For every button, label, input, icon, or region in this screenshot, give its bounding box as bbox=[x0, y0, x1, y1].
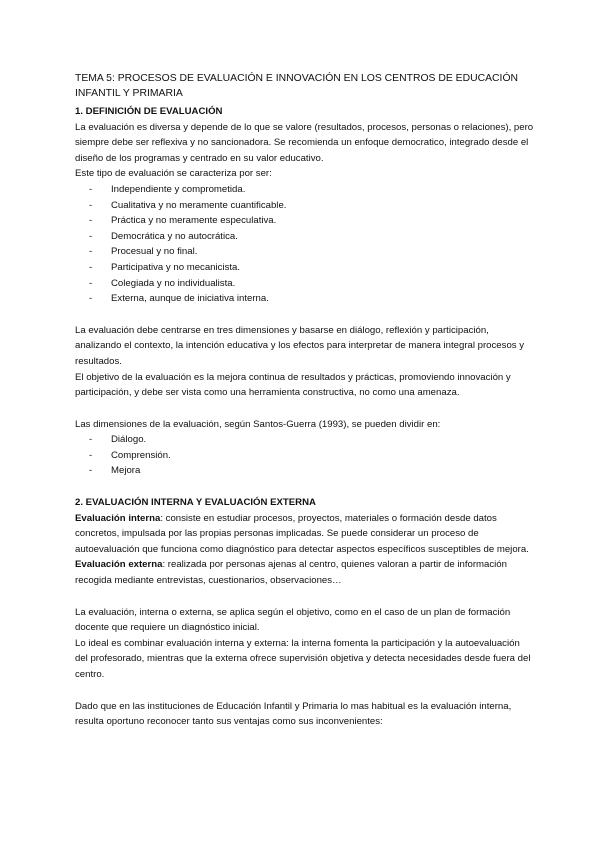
closing-paragraph: Dado que en las instituciones de Educación Infantil y Primaria lo mas habitual es la evaluación interna, resulta oportuno reconocer tanto sus ventajas como sus inconvenientes: bbox=[75, 700, 512, 728]
dimensions-list bbox=[75, 432, 535, 479]
bullet-dash: - bbox=[89, 293, 93, 305]
list-item bbox=[75, 198, 535, 214]
bullet-dash: - bbox=[89, 434, 93, 446]
list-item-text: Externa, aunque de iniciativa interna. bbox=[111, 293, 269, 305]
bullet-dash: - bbox=[89, 261, 93, 273]
combination-paragraph: Lo ideal es combinar evaluación interna y externa: la interna fomenta la participación y la autoevaluación del profesorado, mientras que la externa ofrece supervisión objetiva y detecta necesidades desde fuera del centro. bbox=[75, 637, 531, 680]
bullet-dash: - bbox=[89, 277, 93, 289]
objective-paragraph: El objetivo de la evaluación es la mejora continua de resultados y prácticas, promoviendo innovación y participación, y debe ser vista como una herramienta constructiva, no como una amenaza. bbox=[75, 371, 511, 399]
dimensions-paragraph: La evaluación debe centrarse en tres dimensiones y basarse en diálogo, reflexión y participación, analizando el contexto, la intención educativa y los efectos para interpretar de manera integral procesos y resultados. bbox=[75, 324, 525, 367]
application-paragraph: La evaluación, interna o externa, se aplica según el objetivo, como en el caso de un plan de formación docente que requiere un diagnóstico inicial. bbox=[75, 606, 511, 634]
list-item-text: Independiente y comprometida. bbox=[111, 183, 246, 195]
section-1-heading: 1. DEFINICIÓN DE EVALUACIÓN bbox=[75, 106, 223, 117]
external-evaluation-paragraph bbox=[75, 557, 535, 588]
bullet-dash: - bbox=[89, 199, 93, 211]
list-item bbox=[75, 276, 535, 292]
bullet-dash: - bbox=[89, 183, 93, 195]
bullet-dash: - bbox=[89, 246, 93, 258]
list-item-text: Comprensión. bbox=[111, 449, 171, 461]
list-item-text: Diálogo. bbox=[111, 434, 147, 446]
list-item bbox=[75, 260, 535, 276]
traits-list bbox=[75, 182, 535, 307]
dimensions-list-intro: Las dimensiones de la evaluación, según Santos-Guerra (1993), se pueden dividir en: bbox=[75, 418, 441, 430]
external-evaluation-label: Evaluación externa bbox=[75, 559, 163, 571]
document-content bbox=[75, 71, 535, 730]
list-item-text: Cualitativa y no meramente cuantificable. bbox=[111, 199, 287, 211]
external-evaluation-text: : realizada por personas ajenas al centro, quienes valoran a partir de información recogida mediante entrevistas, cuestionarios, observaciones… bbox=[75, 559, 507, 587]
list-item bbox=[75, 448, 535, 464]
list-item bbox=[75, 432, 535, 448]
list-item-text: Democrática y no autocrática. bbox=[111, 230, 238, 242]
list-item bbox=[75, 213, 535, 229]
list-item bbox=[75, 182, 535, 198]
traits-list-intro: Este tipo de evaluación se caracteriza por ser: bbox=[75, 168, 272, 180]
list-item-text: Procesual y no final. bbox=[111, 246, 198, 258]
paragraph-gap bbox=[75, 683, 535, 699]
list-item-text: Mejora bbox=[111, 465, 141, 477]
section-2-heading: 2. EVALUACIÓN INTERNA Y EVALUACIÓN EXTERNA bbox=[75, 497, 316, 509]
list-item bbox=[75, 244, 535, 260]
list-item-text: Colegiada y no individualista. bbox=[111, 277, 236, 289]
internal-evaluation-label: Evaluación interna bbox=[75, 512, 161, 524]
paragraph-gap bbox=[75, 589, 535, 605]
paragraph-gap bbox=[75, 479, 535, 495]
bullet-dash: - bbox=[89, 215, 93, 227]
bullet-dash: - bbox=[89, 449, 93, 461]
list-item bbox=[75, 229, 535, 245]
internal-evaluation-text: : consiste en estudiar procesos, proyectos, materiales o formación desde datos concretos, impulsada por las propias personas implicadas. Se puede considerar un proceso de autoevaluación que funciona como diagnóstico para detectar aspectos específicos susceptibles de mejora. bbox=[75, 512, 529, 555]
list-item-text: Participativa y no mecanicista. bbox=[111, 261, 241, 273]
bullet-dash: - bbox=[89, 230, 93, 242]
list-item bbox=[75, 291, 535, 307]
bullet-dash: - bbox=[89, 465, 93, 477]
internal-evaluation-paragraph bbox=[75, 511, 535, 558]
list-item-text: Práctica y no meramente especulativa. bbox=[111, 215, 277, 227]
document-title: TEMA 5: PROCESOS DE EVALUACIÓN E INNOVACIÓN EN LOS CENTROS DE EDUCACIÓN INFANTIL Y PRIMARIA bbox=[75, 73, 519, 99]
list-item bbox=[75, 463, 535, 479]
paragraph-gap bbox=[75, 401, 535, 417]
paragraph-gap bbox=[75, 307, 535, 323]
section-1-intro: La evaluación es diversa y depende de lo que se valore (resultados, procesos, personas o relaciones), pero siempre debe ser reflexiva y no sancionadora. Se recomienda un enfoque democratico, integrado desde el diseño de los programas y centrado en su valor educativo. bbox=[75, 121, 534, 164]
